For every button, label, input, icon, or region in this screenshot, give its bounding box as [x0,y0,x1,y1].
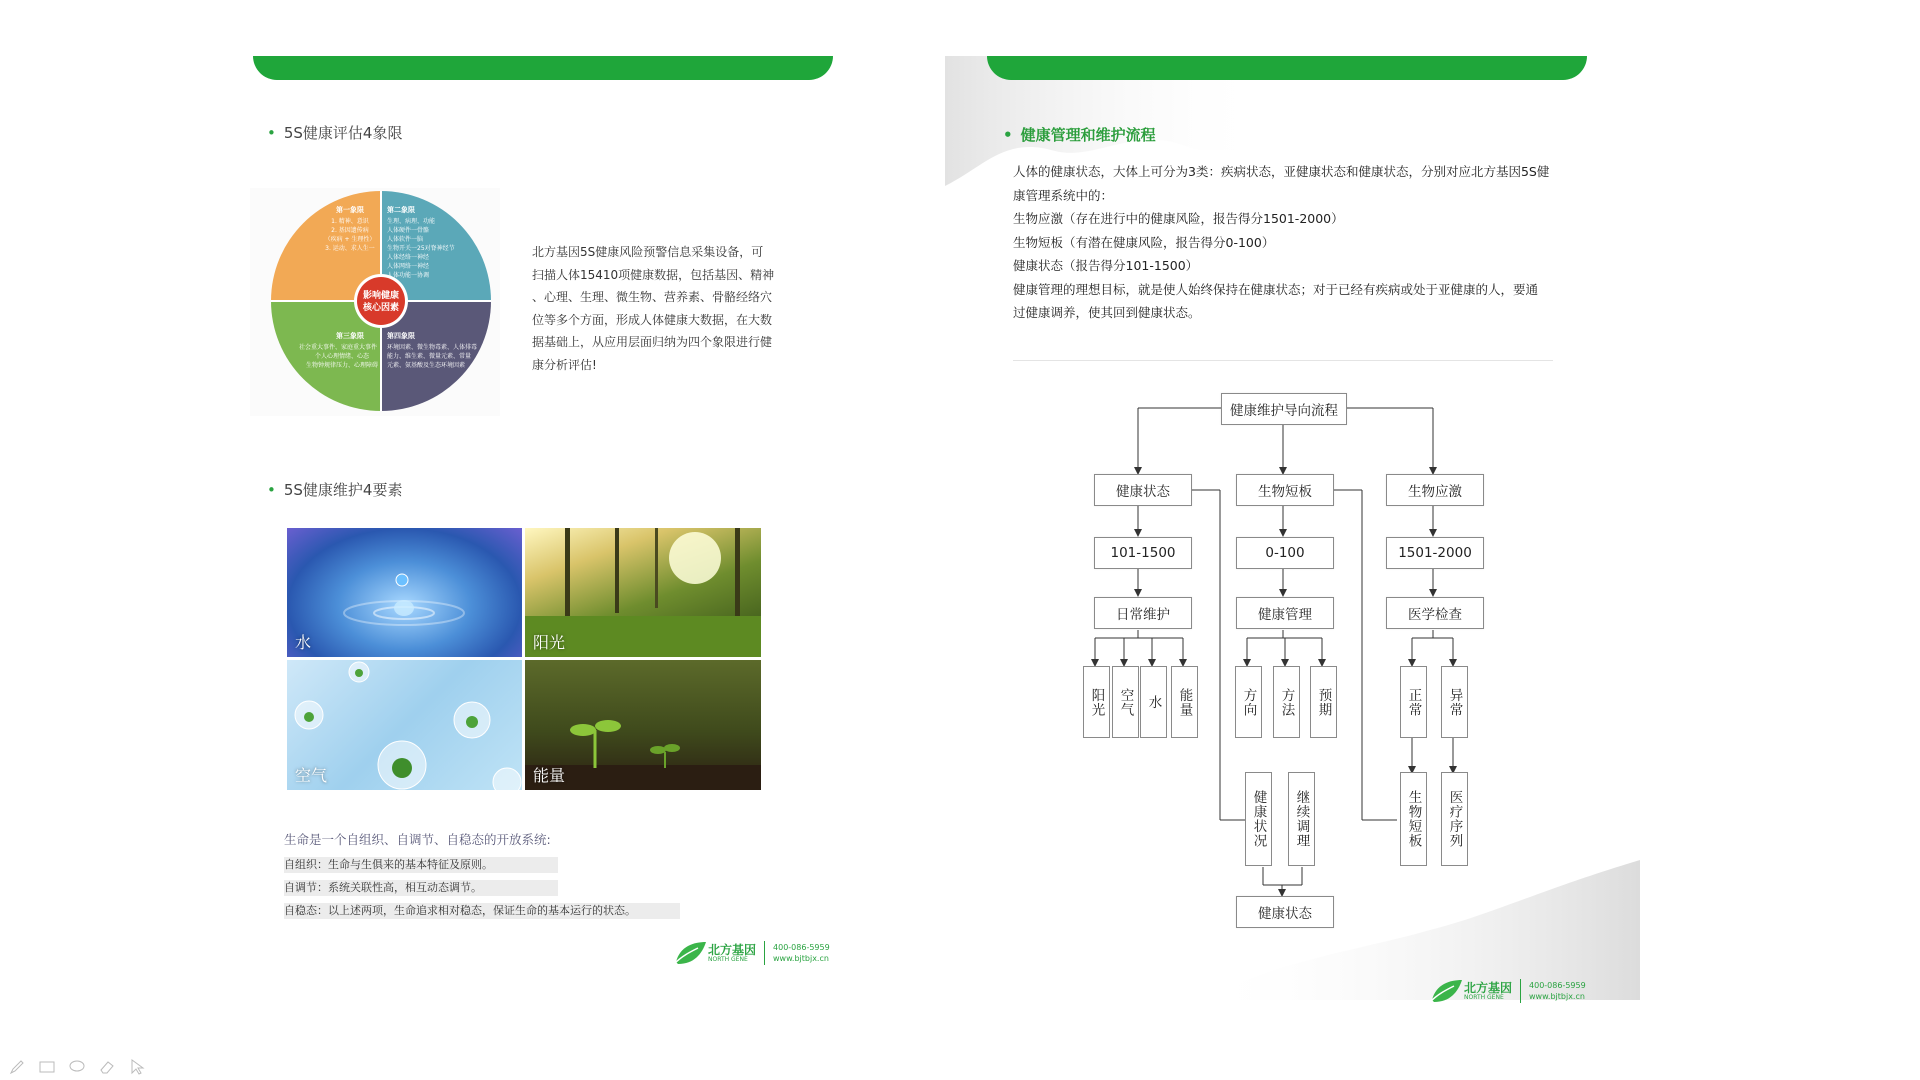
quadrant-diagram [250,188,500,416]
desc-line: 康管理系统中的： [1013,187,1114,203]
para-line: 据基础上，从应用层面归纳为四个象限进行健 [532,335,773,349]
q1-line: 2. 基因遗传病 [331,227,369,234]
desc-line: 过健康调养，使其回到健康状态。 [1013,305,1201,320]
screen-icon[interactable] [38,1058,56,1076]
flow-state-weakness: 生物短板 [1236,474,1334,506]
flow-leaf: 方向 [1235,666,1262,738]
left-page-logo [672,940,830,966]
leaf-logo-icon [672,940,708,966]
logo-separator [1520,979,1521,1003]
q2-line: 人体经络一神经 [387,254,430,261]
flow-range-1: 101-1500 [1094,537,1192,569]
right-page-logo [1428,978,1586,1004]
bullet-dot: • [267,124,276,142]
pointer-icon[interactable] [128,1058,146,1076]
center-line-1: 影响健康 [362,291,400,301]
flow-action-manage: 健康管理 [1236,597,1334,629]
q4-title: 第四象限 [387,332,415,340]
flow-root: 健康维护导向流程 [1221,393,1347,425]
para-line: 北方基因5S健康风险预警信息采集设备，可 [532,245,764,259]
flow-feedback: 健康状况 [1245,772,1272,866]
desc-line: 生物短板（有潜在健康风险，报告得分0-100） [1013,234,1275,250]
q3-title: 第三象限 [336,332,364,340]
divider [1013,360,1553,361]
section-title-flow: • 健康管理和维护流程 [1003,126,1156,144]
photo-energy [525,660,761,790]
flow-leaf: 方法 [1273,666,1300,738]
q3-line: 社会重大事件、家庭重大事件 [298,344,378,351]
q1-line: 1. 精神、意识 [331,218,369,225]
flow-feedback: 继续调理 [1288,772,1315,866]
desc-line: 健康状态（报告得分101-1500） [1013,258,1199,273]
flow-state-healthy: 健康状态 [1094,474,1192,506]
left-page-banner [253,56,833,80]
brand-site: www.bjtbjx.cn [1529,992,1585,1001]
photo-sunlight [525,528,761,657]
bullet-dot: • [1003,126,1013,144]
q3-line: 生物钟规律压力、心理障碍 [305,362,379,369]
flow-description [1013,160,1573,325]
brand-phone: 400-086-5959 [1529,981,1586,990]
water-drop-icon [287,528,522,657]
q2-line: 生物开关一25对脊神经节 [387,245,455,252]
flow-state-stress: 生物应激 [1386,474,1484,506]
q2-line: 人体网络一神经 [387,263,430,270]
life-heading: 生命是一个自组织、自调节、自稳态的开放系统: [284,832,551,847]
eraser-icon[interactable] [98,1058,116,1076]
pen-icon[interactable] [8,1058,26,1076]
definition-row: 自调节：系统关联性高，相互动态调节。 [284,880,558,896]
lasso-icon[interactable] [68,1058,86,1076]
para-line: 、心理、生理、微生物、营养素、骨骼经络穴 [532,290,773,304]
photo-water [287,528,522,657]
leaf-logo-icon [1428,978,1464,1004]
flow-leaf: 正常 [1400,666,1427,738]
flow-final-state: 健康状态 [1236,896,1334,928]
q2-line: 人体软件一脑 [387,236,424,243]
desc-line: 人体的健康状态，大体上可分为3类：疾病状态，亚健康状态和健康状态，分别对应北方基因5S健 [1013,164,1550,179]
brand-site: www.bjtbjx.cn [773,954,829,963]
flow-leaf: 能量 [1171,666,1198,738]
definition-row: 自组织：生命与生俱来的基本特征及原则。 [284,857,558,873]
photo-label-water: 水 [295,633,312,652]
brand-name-en: NORTH GENE [708,955,748,963]
q1-line: （疾病 + 生理性） [324,236,376,243]
desc-line: 健康管理的理想目标，就是使人始终保持在健康状态；对于已经有疾病或处于亚健康的人，要通 [1013,281,1539,297]
flow-leaf: 阳光 [1083,666,1110,738]
flow-leaf: 水 [1140,666,1167,738]
flow-leaf: 预期 [1310,666,1337,738]
flow-leaf: 异常 [1441,666,1468,738]
q2-line: 生理、病理、功能 [387,218,436,225]
right-page-banner [987,56,1587,80]
quadrant-pie [250,188,500,416]
section-title-elements: • 5S健康维护4要素 [267,481,403,499]
q3-line: 个人心理情绪、心态 [314,353,370,360]
flow-leaf: 空气 [1112,666,1139,738]
quadrant-center [357,277,405,325]
para-line: 扫描人体15410项健康数据，包括基因、精神 [532,267,775,282]
q4-line: 环境因素、微生物毒素、人体排毒 [387,344,478,351]
photo-label-air: 空气 [295,766,328,785]
flow-action-medical: 医学检查 [1386,597,1484,629]
flow-range-3: 1501-2000 [1386,537,1484,569]
bullet-dot: • [267,481,276,499]
q2-line: 人体功能一协调 [387,272,430,279]
brand-phone: 400-086-5959 [773,943,830,952]
flow-feedback: 生物短板 [1400,772,1427,866]
photo-label-energy: 能量 [533,766,566,785]
para-line: 康分析评估! [532,357,597,372]
quadrant-description [532,241,822,376]
q1-title: 第一象限 [336,206,364,214]
brand-name-en: NORTH GENE [1464,993,1504,1001]
q4-line: 元素、氨基酸及生态环境因素 [387,362,466,369]
center-line-2: 核心因素 [362,303,400,313]
q1-line: 3. 运动、求人生一 [325,245,375,252]
brand-name: 北方基因 [708,942,757,957]
photo-label-sun: 阳光 [533,633,566,652]
q2-line: 人体硬件一骨骼 [387,227,430,234]
q2-title: 第二象限 [387,206,415,214]
photo-air [287,660,522,790]
presentation-toolbar [8,1058,146,1076]
desc-line: 生物应激（存在进行中的健康风险，报告得分1501-2000） [1013,211,1344,226]
flow-action-daily: 日常维护 [1094,597,1192,629]
logo-separator [764,941,765,965]
definition-row: 自稳态：以上述两项，生命追求相对稳态，保证生命的基本运行的状态。 [284,903,680,919]
brand-name: 北方基因 [1464,980,1513,995]
flow-range-2: 0-100 [1236,537,1334,569]
para-line: 位等多个方面，形成人体健康大数据，在大数 [532,312,773,327]
flow-feedback: 医疗序列 [1441,772,1468,866]
section-title-quadrant: • 5S健康评估4象限 [267,124,403,142]
flowchart-connectors [1060,380,1620,940]
q4-line: 能力、维生素、微量元素、常量 [387,353,472,360]
